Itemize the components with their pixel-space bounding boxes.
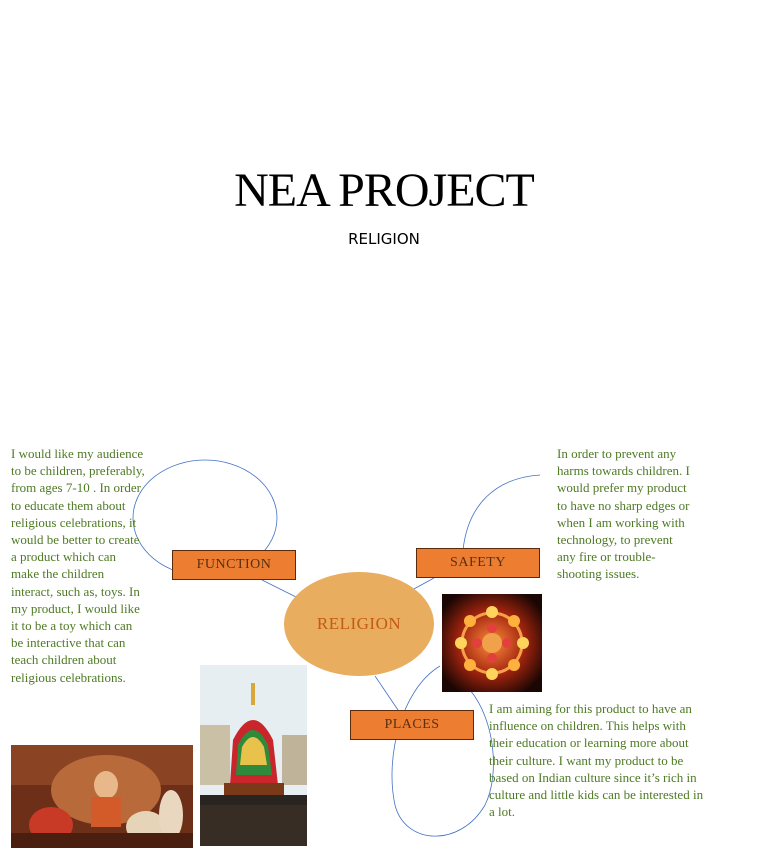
connector-safety — [412, 578, 434, 590]
places-paragraph: I am aiming for this product to have an influence on children. This helps with their education or learning more about their culture. I want my product to be based on Indian culture since it’s rich in culture and little kids can be interested in a lot. — [489, 701, 704, 820]
places-node: PLACES — [350, 710, 474, 740]
festival-idol-icon — [11, 745, 193, 848]
safety-node: SAFETY — [416, 548, 540, 578]
diya-lamps-icon — [442, 594, 542, 692]
function-paragraph: I would like my audience to be children, preferably, from ages 7-10 . In order to educate them about religious celebrations, it would be better to create a product which can make the children interact, such as, toys. In my product, I would like it to be a toy which can be interactive that can teach children about religious celebrations. — [11, 446, 145, 685]
safety-arc — [463, 475, 540, 550]
page-title: NEA PROJECT — [234, 164, 534, 217]
connector-places — [375, 676, 398, 710]
center-node — [284, 572, 434, 676]
page-subtitle: RELIGION — [348, 230, 420, 248]
connector-function — [262, 580, 296, 597]
safety-paragraph: In order to prevent any harms towards children. I would prefer my product to have no sharp edges or when I am working with technology, to prevent any fire or trouble- shooting issues. — [557, 446, 690, 582]
temple-chariot-icon — [200, 665, 307, 846]
function-node: FUNCTION — [172, 550, 296, 580]
center-node-label: RELIGION — [316, 614, 402, 633]
